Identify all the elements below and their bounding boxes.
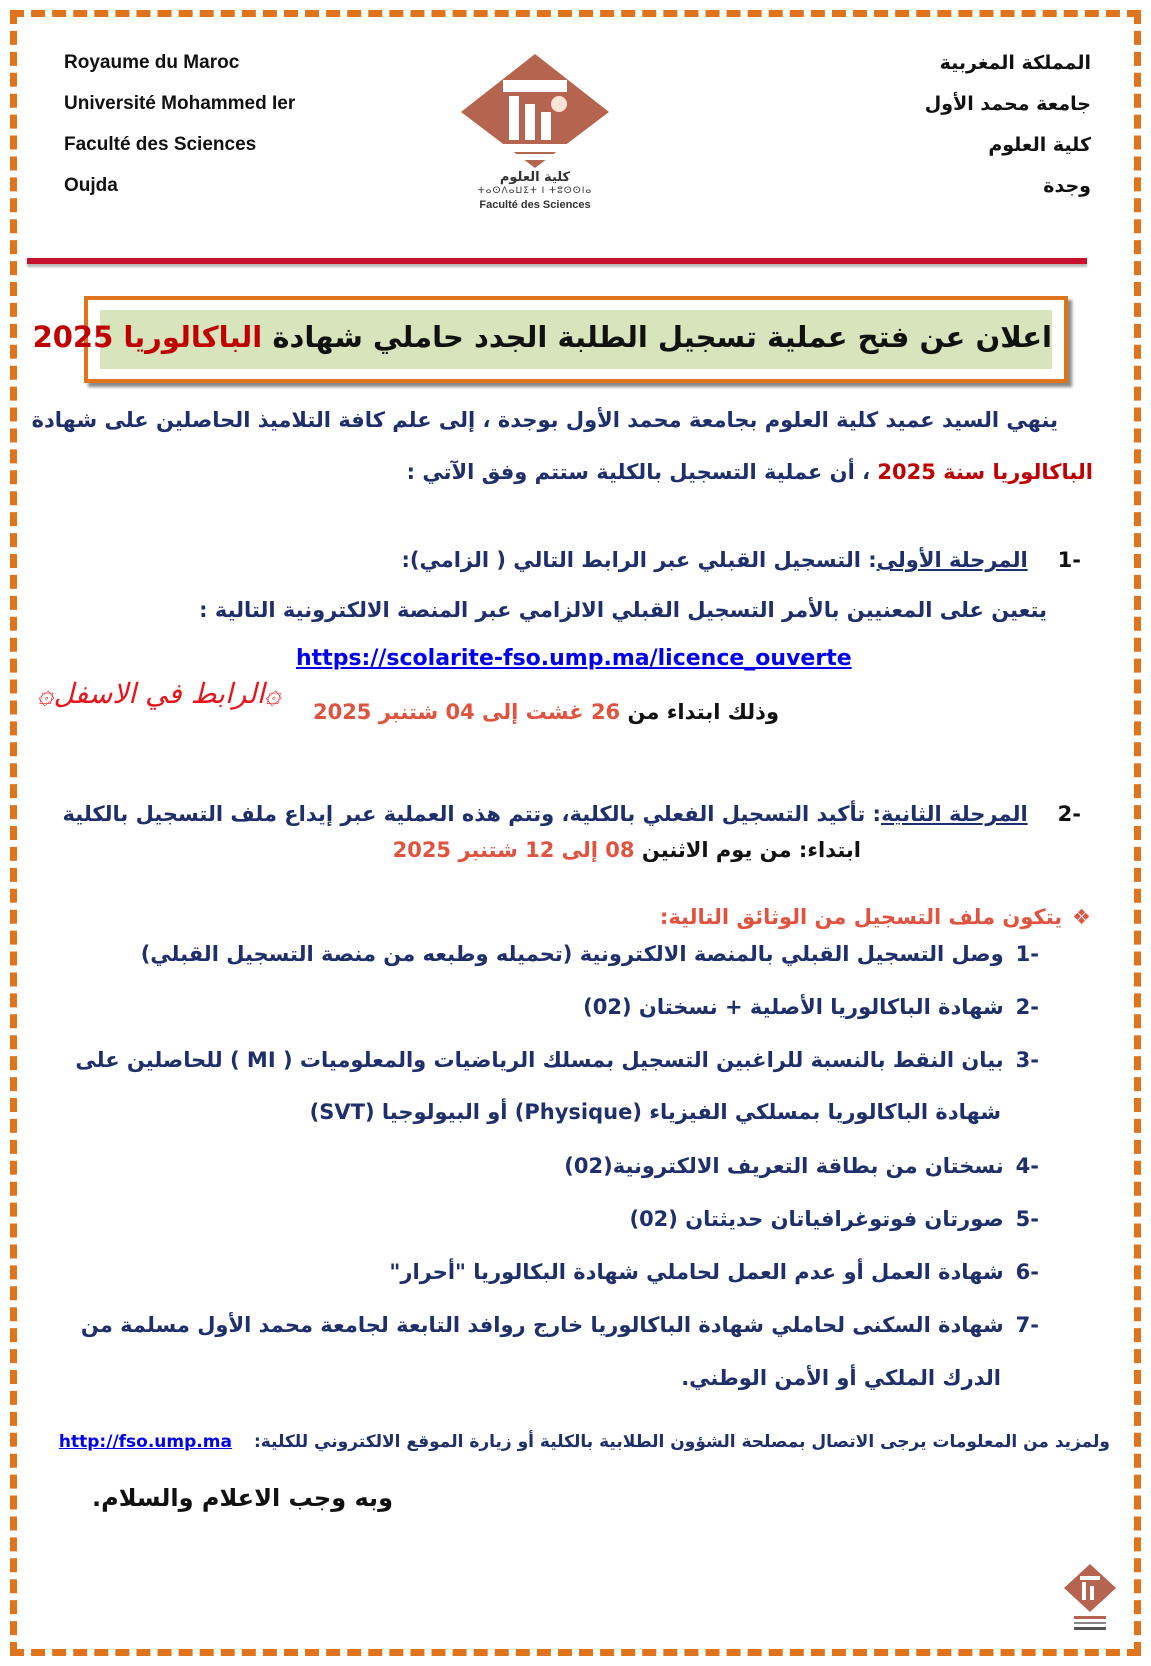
- step-2-label: المرحلة الثانية: [880, 802, 1028, 826]
- document-item-number: -4: [1015, 1154, 1039, 1178]
- link-below-stamp: ۞الرابط في الاسفل۞: [37, 677, 281, 710]
- title-highlight: الباكالوريا 2025: [32, 320, 263, 354]
- document-item: [583, 995, 1039, 1019]
- document-item-text: وصل التسجيل القبلي بالمنصة الالكترونية (تحميله وطبعه من منصة التسجيل القبلي): [140, 942, 1004, 966]
- step-1-heading: [401, 548, 1081, 572]
- page-border: [10, 10, 1141, 1656]
- intro-highlight: الباكالوريا سنة 2025: [877, 460, 1093, 484]
- logo-caption-tifinagh: ⵜⴰⵙⴷⴰⵡⵉⵜ ⵏ ⵜⵓⵙⵙⵏⴰ: [477, 186, 593, 196]
- step-1-number: -1: [1057, 548, 1081, 572]
- logo-caption-arabic: كلية العلوم: [499, 170, 571, 185]
- step-2-dates-range: 08 إلى 12 شتنبر 2025: [392, 838, 635, 862]
- step-1-instruction: يتعين على المعنيين بالأمر التسجيل القبلي الالزامي عبر المنصة الالكترونية التالية :: [199, 598, 1047, 622]
- document-item-number: -5: [1015, 1207, 1039, 1231]
- document-item: [75, 1048, 1039, 1072]
- header-ar-line: كلية العلوم: [988, 134, 1091, 156]
- document-item-text: شهادة الباكالوريا الأصلية + نسختان (02): [583, 995, 1004, 1019]
- contact-text: ولمزيد من المعلومات يرجى الاتصال بمصلحة الشؤون الطلابية بالكلية أو زيارة الموقع الالكتروني للكلية:: [253, 1432, 1110, 1452]
- header-fr-line: Université Mohammed Ier: [64, 93, 296, 114]
- step-2-text: : تأكيد التسجيل الفعلي بالكلية، وتتم هذه العملية عبر إيداع ملف التسجيل بالكلية: [62, 802, 881, 826]
- header-ar-line: جامعة محمد الأول: [924, 93, 1091, 115]
- announcement-title: [32, 310, 1052, 369]
- logo-emblem-small-icon: [1060, 1562, 1120, 1634]
- diamond-bullet-icon: ❖: [1072, 905, 1091, 929]
- documents-heading-text: يتكون ملف التسجيل من الوثائق التالية:: [659, 905, 1063, 929]
- header-ar-line: وجدة: [1043, 175, 1091, 197]
- document-item-number: -3: [1015, 1048, 1039, 1072]
- document-item-continuation: الدرك الملكي أو الأمن الوطني.: [681, 1366, 1001, 1390]
- documents-heading: [660, 905, 1091, 929]
- document-item: [81, 1313, 1039, 1337]
- document-item-continuation: شهادة الباكالوريا بمسلكي الفيزياء (Physique) أو البيولوجيا (SVT): [309, 1100, 1001, 1124]
- intro-line-1: ينهي السيد عميد كلية العلوم بجامعة محمد الأول بوجدة ، إلى علم كافة التلاميذ الحاصلين على شهادة: [31, 408, 1058, 432]
- announcement-title-box: [32, 296, 1068, 383]
- document-item: [389, 1260, 1039, 1284]
- intro-line-2: [407, 460, 1093, 484]
- faculty-website-link[interactable]: http://fso.ump.ma: [58, 1432, 232, 1452]
- step-2-dates: [393, 838, 861, 862]
- document-item-text: نسختان من بطاقة التعريف الالكترونية(02): [564, 1154, 1004, 1178]
- closing-line: وبه وجب الاعلام والسلام.: [92, 1484, 393, 1512]
- step-1-label: المرحلة الأولى: [876, 548, 1028, 572]
- step-2-number: -2: [1057, 802, 1081, 826]
- document-item: [629, 1207, 1039, 1231]
- header-french: [64, 48, 384, 212]
- header-ar-line: المملكة المغربية: [939, 52, 1091, 74]
- document-item-text: صورتان فوتوغرافياتان حديثتان (02): [629, 1207, 1004, 1231]
- step-2-heading: [63, 802, 1081, 826]
- faculty-logo: [455, 52, 615, 217]
- step-1-dates: [313, 700, 779, 724]
- intro-rest: ، أن عملية التسجيل بالكلية ستتم وفق الآتي :: [406, 460, 878, 484]
- logo-emblem-icon: [455, 52, 615, 170]
- header-fr-line: Faculté des Sciences: [64, 134, 257, 155]
- header-arabic: [771, 48, 1091, 212]
- document-item: [564, 1154, 1039, 1178]
- registration-link[interactable]: https://scolarite-fso.ump.ma/licence_ouverte: [296, 646, 852, 671]
- header-fr-line: Royaume du Maroc: [64, 52, 240, 73]
- document-item-text: شهادة العمل أو عدم العمل لحاملي شهادة البكالوريا "أحرار": [389, 1260, 1004, 1284]
- document-item-number: -7: [1015, 1313, 1039, 1337]
- document-item-text: شهادة السكنى لحاملي شهادة الباكالوريا خارج روافد التابعة لجامعة محمد الأول مسلمة من: [80, 1313, 1004, 1337]
- title-main: اعلان عن فتح عملية تسجيل الطلبة الجدد حاملي شهادة: [272, 320, 1052, 354]
- step-1-dates-range: 26 غشت إلى 04 شتنبر 2025: [312, 700, 621, 724]
- document-item: [141, 942, 1039, 966]
- header-fr-line: Oujda: [64, 175, 118, 196]
- document-item-number: -2: [1015, 995, 1039, 1019]
- header-divider: [27, 258, 1087, 264]
- step-1-dates-prefix: وذلك ابتداء من: [620, 700, 779, 724]
- document-item-text: بيان النقط بالنسبة للراغبين التسجيل بمسلك الرياضيات والمعلوميات ( MI ) للحاصلين على: [75, 1048, 1004, 1072]
- document-item-number: -6: [1015, 1260, 1039, 1284]
- step-2-dates-prefix: ابتداء: من يوم الاثنين: [634, 838, 861, 862]
- faculty-logo-small: [1060, 1562, 1120, 1634]
- step-1-text: : التسجيل القبلي عبر الرابط التالي ( الزامي):: [401, 548, 877, 572]
- contact-info: [36, 1432, 1110, 1452]
- logo-caption-french: Faculté des Sciences: [479, 199, 591, 211]
- document-item-number: -1: [1015, 942, 1039, 966]
